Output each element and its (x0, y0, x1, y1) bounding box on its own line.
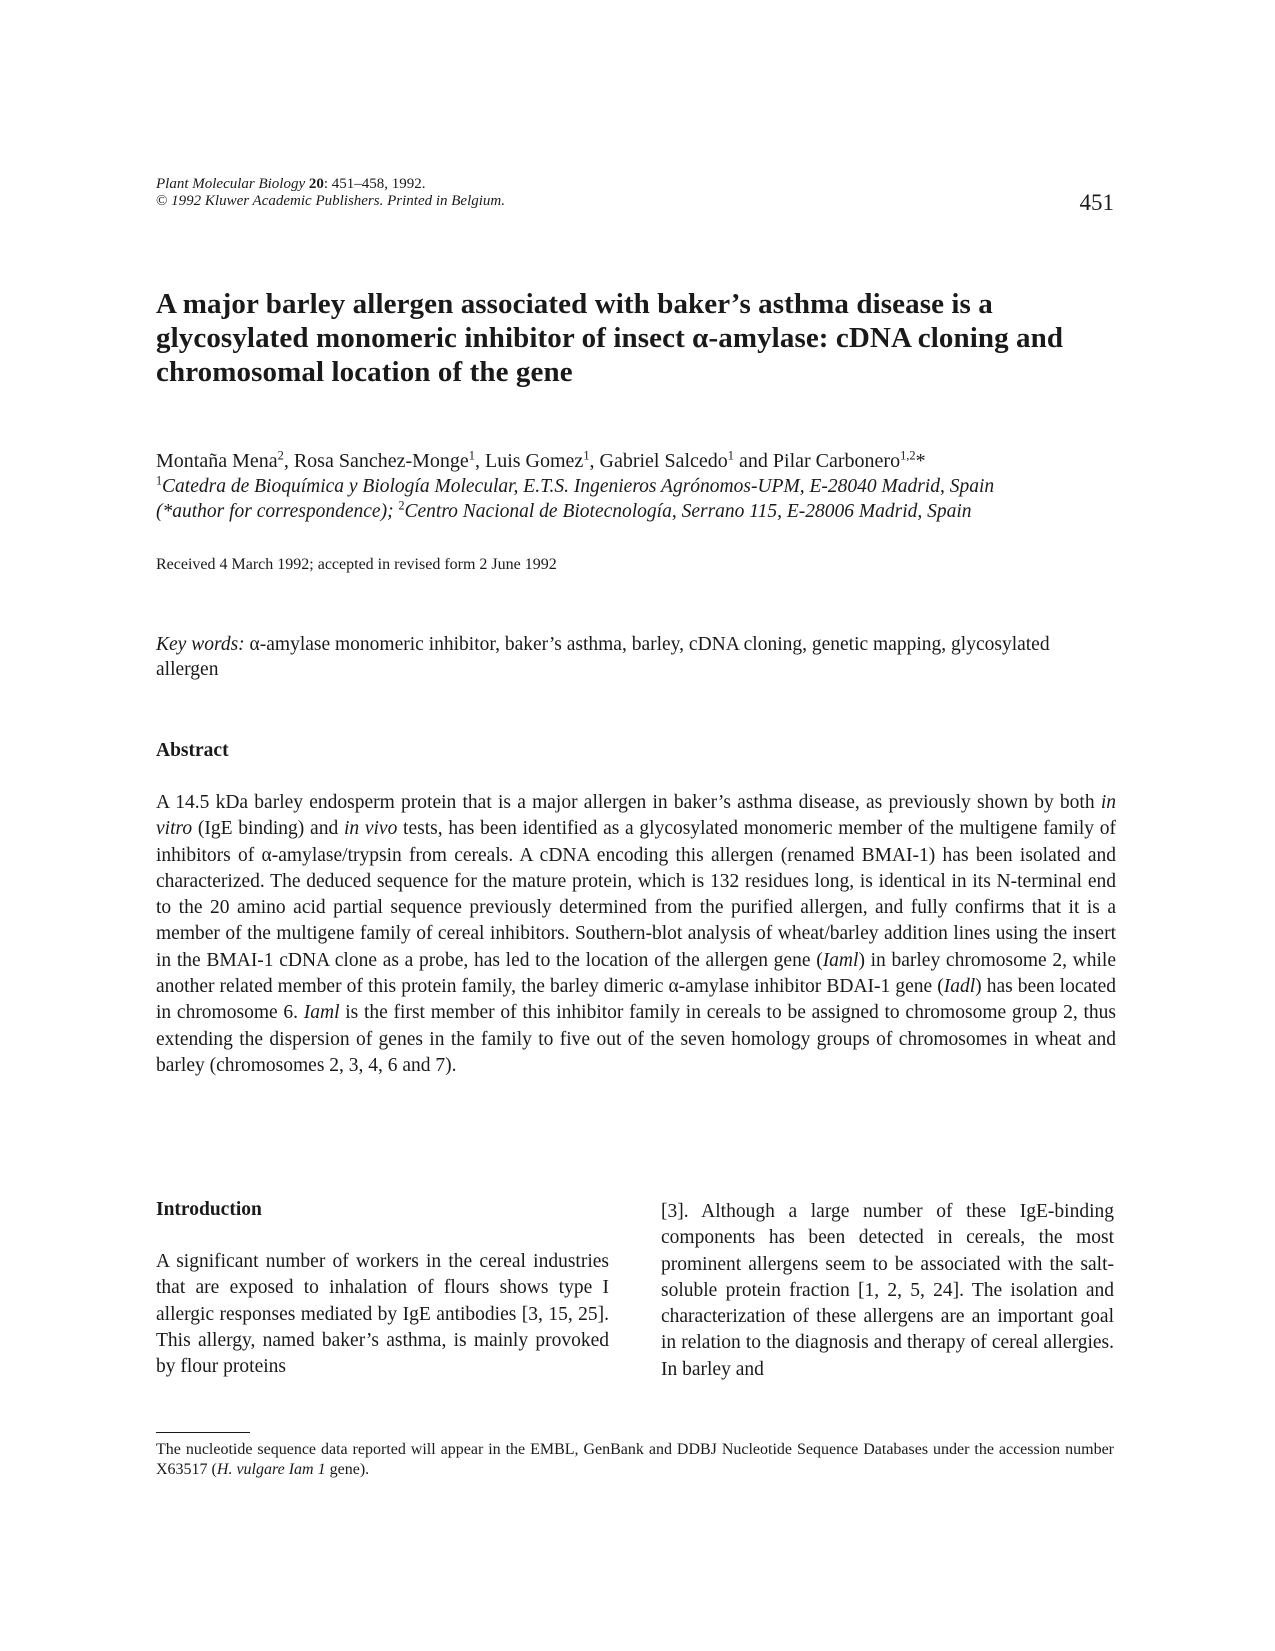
journal-citation: Plant Molecular Biology 20: 451–458, 1992. (156, 176, 426, 192)
introduction-right-column: [3]. Although a large number of these IgE-binding components has been detected in cereals, the most prominent allergens seem to be associated with the salt-soluble protein fraction [1, 2, 5, 24]. The isolation and characterization of these allergens are an important goal in relation to the diagnosis and therapy of cereal allergies. In barley and (661, 1201, 1114, 1380)
author-name: Gabriel Salcedo (599, 450, 728, 472)
abstract-text: A 14.5 kDa barley endosperm protein that is a major allergen in baker’s asthma disease, as previously shown by both in vitro (IgE binding) and in vivo tests, has been identified as a glycosylated monomeric member of the multigene family of inhibitors of α-amylase/trypsin from cereals. A cDNA encoding this allergen (renamed BMAI-1) has been isolated and characterized. The deduced sequence for the mature protein, which is 132 residues long, is identical in its N-terminal end to the 20 amino acid partial sequence previously determined from the purified allergen, and fully confirms that it is a member of the multigene family of cereal inhibitors. Southern-blot analysis of wheat/barley addition lines using the insert in the BMAI-1 cDNA clone as a probe, has led to the location of the allergen gene (Iaml) in barley chromosome 2, while another related member of this protein family, the barley dimeric α-amylase inhibitor BDAI-1 gene (Iadl) has been located in chromosome 6. Iaml is the first member of this inhibitor family in cereals to be assigned to chromosome group 2, thus extending the dispersion of genes in the family to five out of the seven homology groups of chromosomes in wheat and barley (chromosomes 2, 3, 4, 6 and 7). (156, 792, 1117, 1076)
author-name: Pilar Carbonero (772, 450, 901, 472)
page-number: 451 (1079, 190, 1114, 215)
copyright-symbol: © (156, 193, 168, 209)
running-header (156, 176, 1114, 215)
key-words-label: Key words: (156, 634, 245, 655)
affiliation-line-1: $^1$Catedra de Bioquímica y Biología Molecular, E.T.S. Ingenieros Agrónomos-UPM, E-28040 Madrid, Spain (156, 473, 995, 497)
abstract-heading: Abstract (156, 740, 229, 761)
author-name: Montaña Mena (156, 450, 278, 472)
author-list: Montaña Mena$^2$, Rosa Sanchez-Monge$^1$, Luis Gomez$^1$, Gabriel Salcedo$^1$ and Pilar Carbonero$^{1,2}$* (156, 448, 926, 472)
copyright-line: © 1992 Kluwer Academic Publishers. Printed in Belgium. (156, 193, 506, 209)
journal-volume: 20 (308, 176, 324, 192)
affiliation-line-2: (*author for correspondence); $^2$Centro Nacional de Biotecnología, Serrano 115, E-28006 Madrid, Spain (156, 498, 972, 522)
received-dates: Received 4 March 1992; accepted in revised form 2 June 1992 (156, 556, 557, 573)
author-name: Luis Gomez (485, 450, 584, 472)
author-affiliation-mark: 1,2 (900, 448, 916, 463)
article-title: A major barley allergen associated with baker’s asthma disease is a glycosylated monomeric inhibitor of insect α-amylase: cDNA cloning and chromosomal location of the gene (156, 288, 1064, 388)
key-words: Key words: α-amylase monomeric inhibitor, baker’s asthma, barley, cDNA cloning, genetic mapping, glycosylated allergen (156, 634, 1050, 680)
author-affiliation-mark: 1 (583, 448, 590, 463)
author-affiliation-mark: 1 (727, 448, 734, 463)
author-affiliation-mark: 2 (277, 448, 284, 463)
footnote-divider (156, 1432, 250, 1433)
introduction-heading: Introduction (156, 1199, 262, 1220)
footnote: The nucleotide sequence data reported will appear in the EMBL, GenBank and DDBJ Nucleotide Sequence Databases under the accession number X63517 (H. vulgare Iam 1 gene). (156, 1441, 1114, 1478)
introduction-left-column: A significant number of workers in the cereal industries that are exposed to inhalation of flours shows type I allergic responses mediated by IgE antibodies [3, 15, 25]. This allergy, named baker’s asthma, is mainly provoked by flour proteins (156, 1251, 609, 1378)
author-affiliation-mark: 1 (468, 448, 475, 463)
author-name: Rosa Sanchez-Monge (293, 450, 469, 472)
